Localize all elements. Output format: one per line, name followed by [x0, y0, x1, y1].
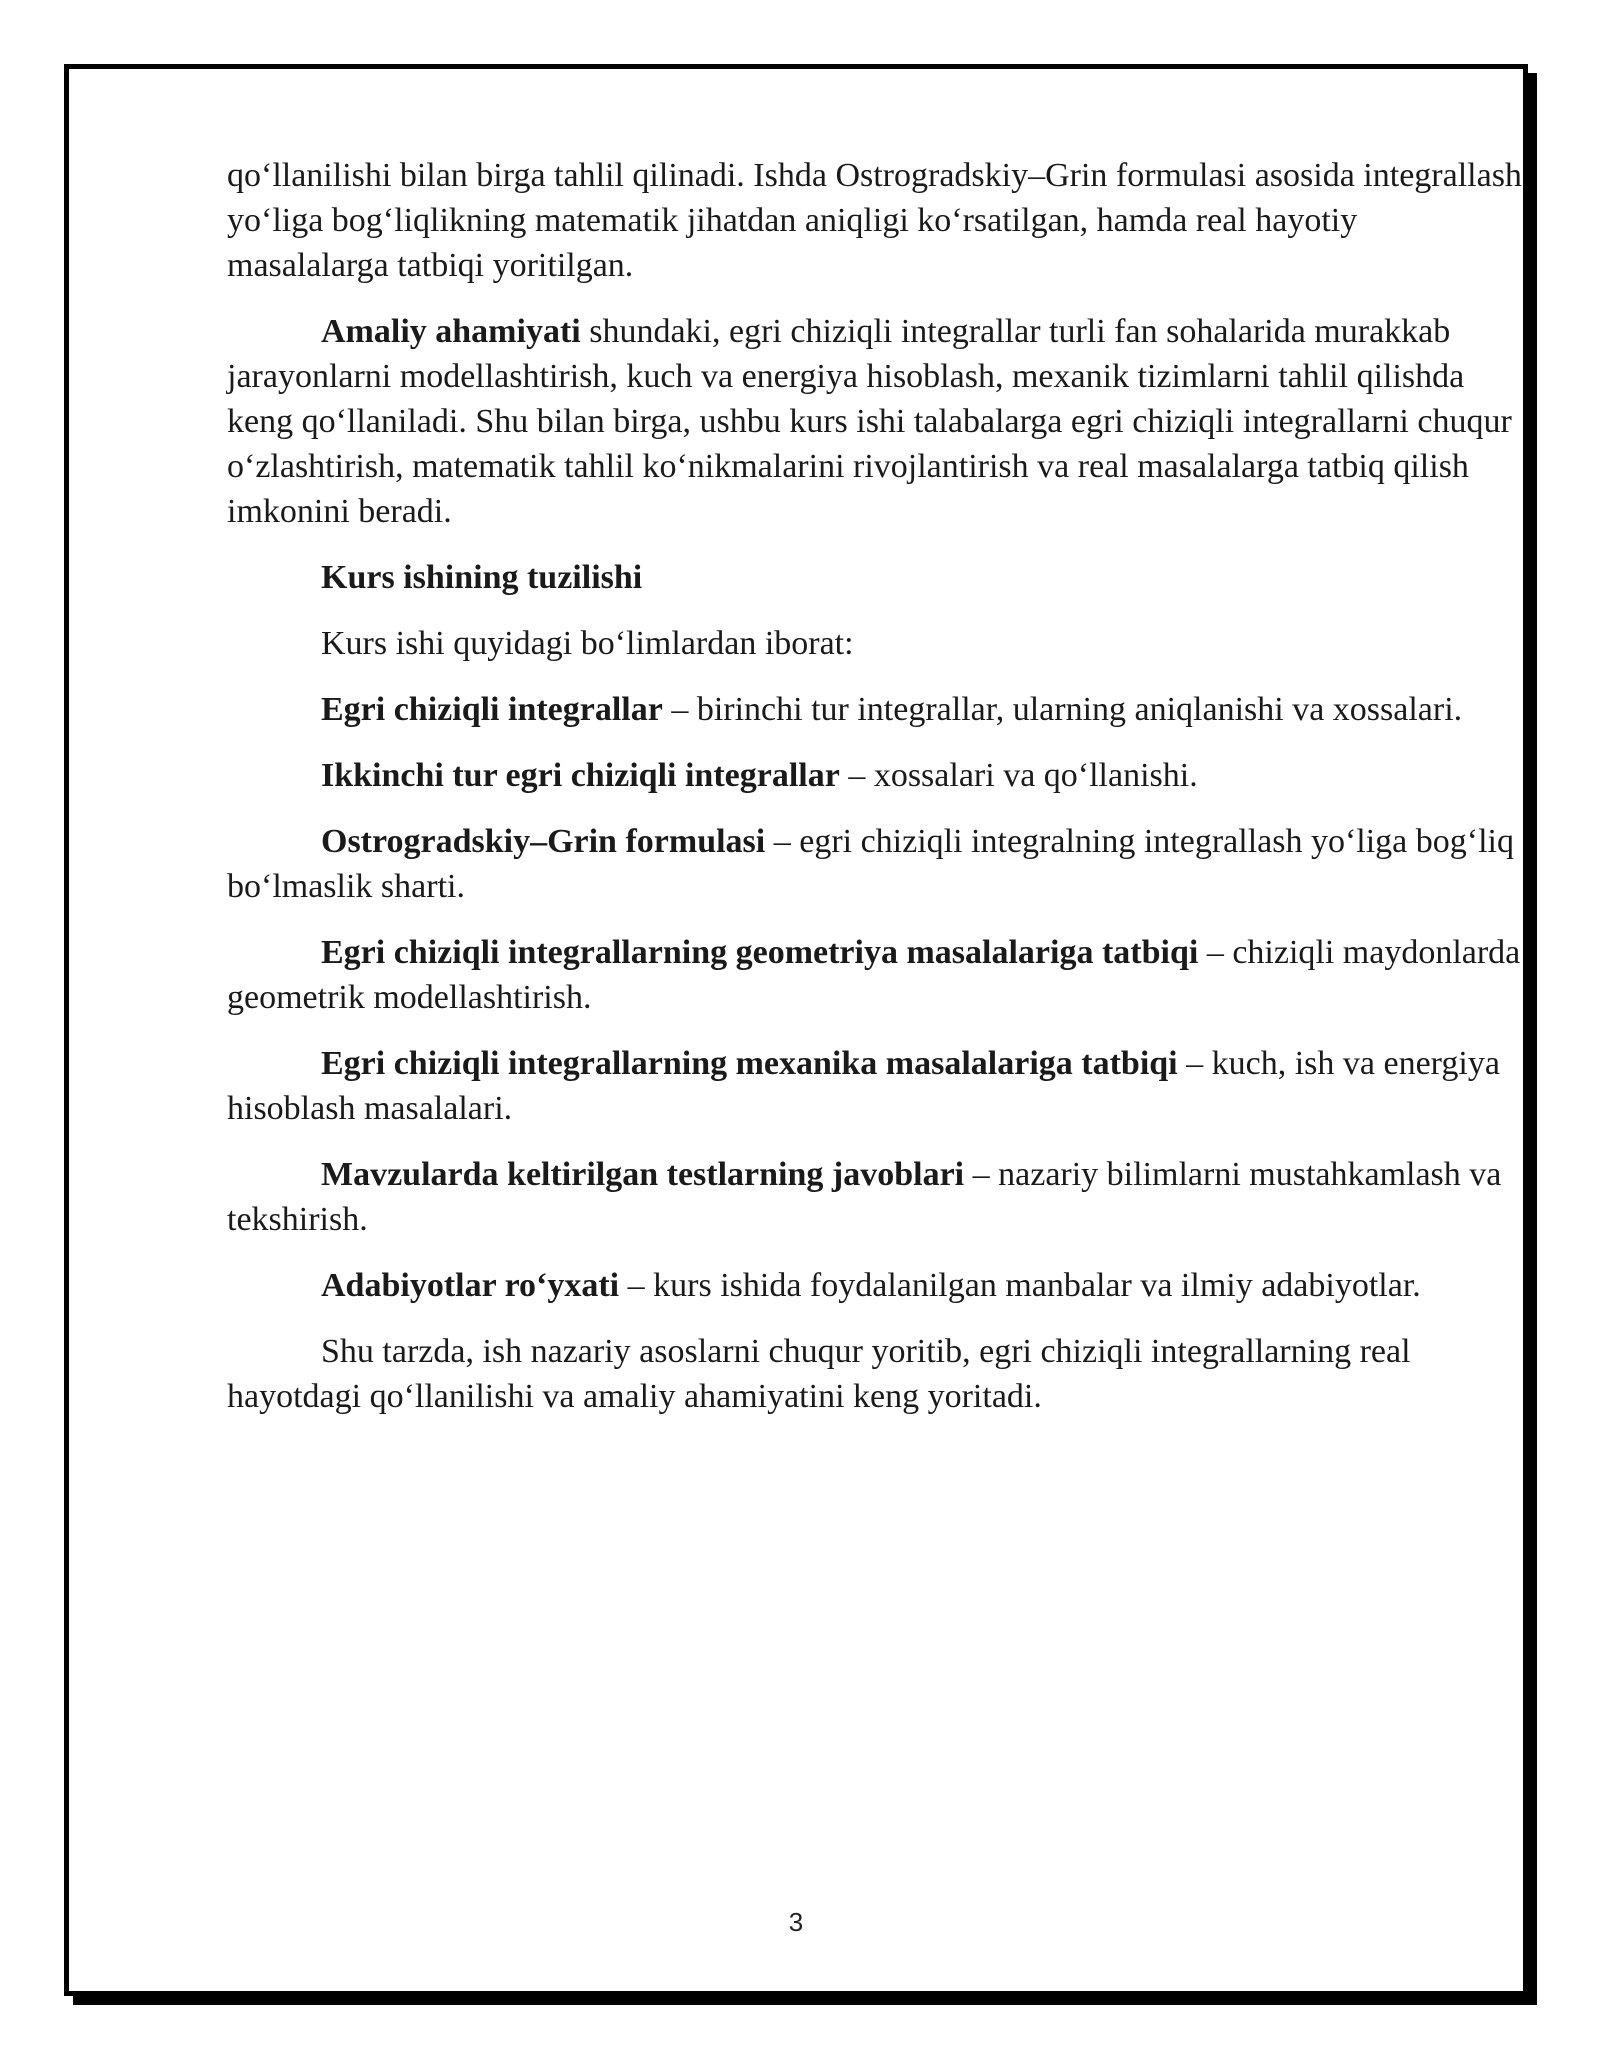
document-body [227, 153, 1527, 1440]
section-title: Egri chiziqli integrallarning mexanika masalalariga tatbiqi [321, 1045, 1178, 1082]
section-title: Egri chiziqli integrallarning geometriya masalalariga tatbiqi [321, 934, 1199, 971]
list-item-section [227, 1263, 1527, 1308]
paragraph-text: shundaki, egri chiziqli integrallar turli fan sohalarida murakkab jarayonlarni modellashtirish, kuch va energiya hisoblash, mexanik tizimlarni tahlil qilishda keng qo‘llaniladi. Shu bilan birga, ushbu kurs ishi talabalarga egri chiziqli integrallarni chuqur o‘zlashtirish, matematik tahlil ko‘nikmalarini rivojlantirish va real masalalarga tatbiq qilish imkonini beradi. [227, 313, 1512, 530]
list-item-section [227, 1152, 1527, 1242]
section-title: Egri chiziqli integrallar [321, 691, 663, 728]
paragraph-text: Shu tarzda, ish nazariy asoslarni chuqur yoritib, egri chiziqli integrallarning real hayotdagi qo‘llanilishi va amaliy ahamiyatini keng yoritadi. [227, 1333, 1411, 1415]
section-title: Adabiyotlar ro‘yxati [321, 1267, 620, 1304]
section-heading-structure [227, 555, 1527, 600]
paragraph-sections-intro [227, 621, 1527, 666]
section-heading-text: Kurs ishining tuzilishi [321, 559, 643, 596]
section-title: Ostrogradskiy–Grin formulasi [321, 823, 766, 860]
paragraph-text: qo‘llanilishi bilan birga tahlil qilinadi. Ishda Ostrogradskiy–Grin formulasi asosida integrallash yo‘liga bog‘liqlikning matematik jihatdan aniqligi ko‘rsatilgan, hamda real hayotiy masalalarga tatbiqi yoritilgan. [227, 157, 1522, 284]
section-description: – nazariy bilimlarni mustahkamlash va tekshirish. [227, 1156, 1502, 1238]
paragraph-text: Kurs ishi quyidagi bo‘limlardan iborat: [321, 625, 854, 662]
paragraph-intro-continuation [227, 153, 1527, 288]
section-description: – xossalari va qo‘llanishi. [839, 757, 1198, 794]
paragraph-practical-significance [227, 309, 1527, 534]
page-number: 3 [788, 1907, 804, 1937]
section-description: – birinchi tur integrallar, ularning aniqlanishi va xossalari. [662, 691, 1463, 728]
paragraph-lead: Amaliy ahamiyati [321, 313, 581, 350]
list-item-section [227, 1041, 1527, 1131]
list-item-section [227, 687, 1527, 732]
list-item-section [227, 819, 1527, 909]
page-frame [64, 64, 1528, 1996]
section-description: – kuch, ish va energiya hisoblash masalalari. [227, 1045, 1500, 1127]
paragraph-conclusion [227, 1329, 1527, 1419]
section-title: Ikkinchi tur egri chiziqli integrallar [321, 757, 840, 794]
section-description: – kurs ishida foydalanilgan manbalar va ilmiy adabiyotlar. [619, 1267, 1421, 1304]
list-item-section [227, 930, 1527, 1020]
section-description: – chiziqli maydonlarda geometrik modellashtirish. [227, 934, 1521, 1016]
list-item-section [227, 753, 1527, 798]
section-description: – egri chiziqli integralning integrallash yo‘liga bog‘liq bo‘lmaslik sharti. [227, 823, 1514, 905]
section-title: Mavzularda keltirilgan testlarning javoblari [321, 1156, 965, 1193]
